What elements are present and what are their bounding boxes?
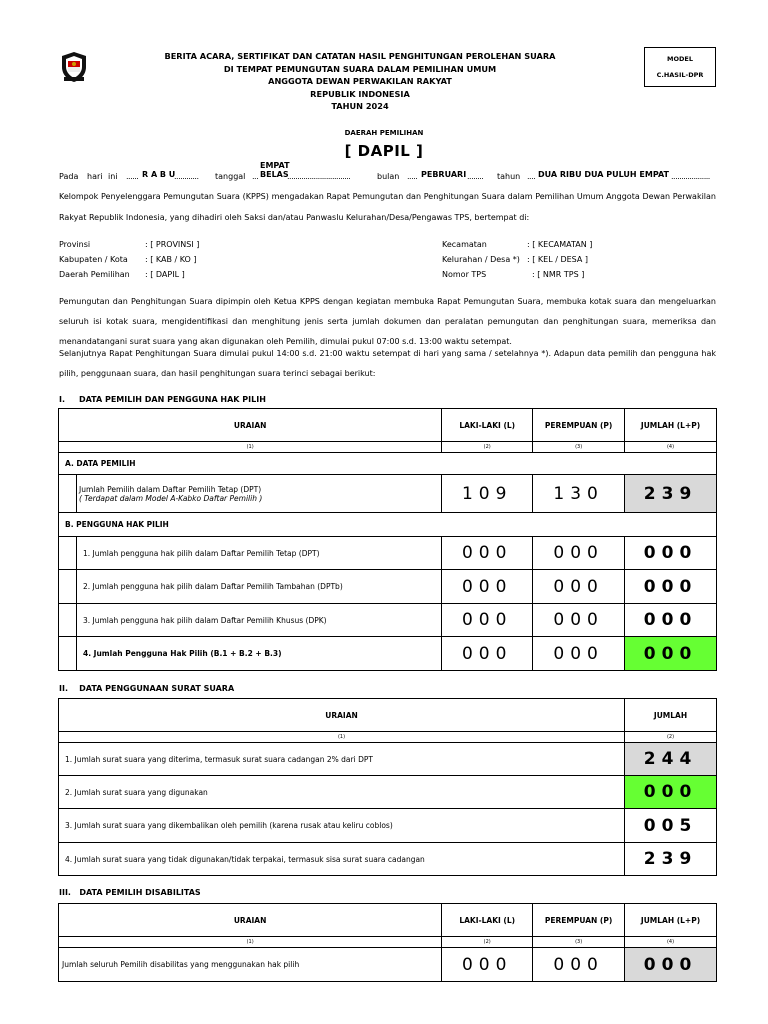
s2-num-1: (1) <box>59 732 625 743</box>
s3-header-uraian: URAIAN <box>59 904 442 937</box>
day-dots-pre: ...... <box>126 172 139 181</box>
kpu-logo-icon <box>60 51 88 83</box>
dapil-value: [ DAPIL ] <box>344 142 424 160</box>
s1-a-label: Jumlah Pemilih dalam Daftar Pemilih Tetap (DPT) <box>79 484 262 494</box>
s1-b3-p: 000 <box>533 604 625 637</box>
header-line-2: DI TEMPAT PEMUNGUTAN SUARA DALAM PEMILIHAN UMUM <box>223 63 497 74</box>
s1-b2-l: 000 <box>442 570 533 604</box>
location-info <box>59 240 716 285</box>
s2-header-jumlah: JUMLAH <box>625 699 717 732</box>
s3-num-1: (1) <box>59 937 442 948</box>
s1-category-a: A. DATA PEMILIH <box>59 453 717 475</box>
table-row <box>59 843 717 876</box>
kabko-label: Kabupaten / Kota <box>59 255 128 264</box>
year-value: DUA RIBU DUA PULUH EMPAT <box>538 170 669 179</box>
kecamatan-label: Kecamatan <box>442 240 487 249</box>
provinsi-value: : [ PROVINSI ] <box>145 240 200 249</box>
table-row <box>59 948 717 982</box>
s2-row4-label: 4. Jumlah surat suara yang tidak digunakan/tidak terpakai, termasuk sisa surat suara cadangan <box>59 843 625 876</box>
model-code: C.HASIL-DPR <box>656 71 704 79</box>
day-value: R A B U <box>142 170 176 179</box>
s1-a-l: 109 <box>442 475 533 513</box>
section-1-table <box>58 408 717 671</box>
date-bulan: bulan <box>377 172 400 181</box>
date-hari: hari <box>87 172 103 181</box>
model-label: MODEL <box>667 55 693 63</box>
s2-row3-label: 3. Jumlah surat suara yang dikembalikan oleh pemilih (karena rusak atau keliru coblos) <box>59 809 625 843</box>
date-value-top: EMPAT <box>260 161 290 170</box>
bln-dots-post: ........ <box>467 172 484 181</box>
section-1-title: I. DATA PEMILIH DAN PENGGUNA HAK PILIH <box>59 395 266 404</box>
s1-category-b: B. PENGGUNA HAK PILIH <box>59 513 717 537</box>
s1-b1-p: 000 <box>533 537 625 570</box>
tgl-dots-post: ............................... <box>287 172 351 181</box>
header-line-3: ANGGOTA DEWAN PERWAKILAN RAKYAT <box>268 76 452 86</box>
s2-row4-value: 239 <box>625 843 717 876</box>
s3-row-label: Jumlah seluruh Pemilih disabilitas yang menggunakan hak pilih <box>59 948 442 982</box>
s1-a-sublabel: ( Terdapat dalam Model A-Kabko Daftar Pemilih ) <box>79 493 263 503</box>
table-row <box>59 604 717 637</box>
day-dots-post: ............ <box>174 172 199 181</box>
s1-b3-l: 000 <box>442 604 533 637</box>
bln-dots-pre: ..... <box>407 172 418 181</box>
s1-b4-l: 000 <box>442 637 533 671</box>
kelurahan-value: : [ KEL / DESA ] <box>527 255 589 264</box>
body-paragraph-1: Pemungutan dan Penghitungan Suara dipimpin oleh Ketua KPPS dengan kegiatan membuka Rapat Pemungutan Suara, membuka kotak suara dan mengeluarkan seluruh isi kotak suara, mengidentifikasi dan menghitung jenis serta jumlah dokumen dan peralatan pemungutan dan penghitungan suara, memeriksa dan menandatangani surat suara yang akan digunakan oleh Pemilih, dimulai pukul 07:00 s.d. 13:00 waktu setempat. <box>59 297 716 346</box>
s2-header-uraian: URAIAN <box>59 699 625 732</box>
s3-num-2: (2) <box>442 937 533 948</box>
dapil-label: DAERAH PEMILIHAN <box>344 129 424 137</box>
document-header <box>130 50 590 113</box>
s3-header-l: LAKI-LAKI (L) <box>442 904 533 937</box>
s3-row-l: 000 <box>442 948 533 982</box>
table-row <box>59 743 717 776</box>
thn-dots-post: ................... <box>671 172 710 181</box>
section-3-table <box>58 903 717 982</box>
s3-header-lp: JUMLAH (L+P) <box>625 904 717 937</box>
daerah-value: : [ DAPIL ] <box>145 270 185 279</box>
daerah-label: Daerah Pemilihan <box>59 270 130 279</box>
model-box <box>644 47 716 87</box>
intro-paragraph: Kelompok Penyelenggara Pemungutan Suara (KPPS) mengadakan Rapat Pemungutan dan Penghitungan Suara dalam Pemilihan Umum Anggota Dewan Perwakilan Rakyat Republik Indonesia, yang dihadiri oleh Saksi dan/atau Panwaslu Kelurahan/Desa/Pengawas TPS, bertempat di: <box>59 192 716 222</box>
s1-header-lp: JUMLAH (L+P) <box>625 409 717 442</box>
s3-row-p: 000 <box>533 948 625 982</box>
s1-header-l: LAKI-LAKI (L) <box>442 409 533 442</box>
s2-num-2: (2) <box>625 732 717 743</box>
table-row <box>59 809 717 843</box>
s1-header-p: PEREMPUAN (P) <box>533 409 625 442</box>
s3-row-lp: 000 <box>625 948 717 982</box>
section-2-table <box>58 698 717 876</box>
tgl-dots-pre: ... <box>252 172 259 181</box>
tps-value: : [ NMR TPS ] <box>532 270 585 279</box>
s2-row2-value: 000 <box>625 776 717 809</box>
s1-num-1: (1) <box>59 442 442 453</box>
s1-b1-lp: 000 <box>625 537 717 570</box>
s2-row2-label: 2. Jumlah surat suara yang digunakan <box>59 776 625 809</box>
table-row <box>59 776 717 809</box>
section-3-title: III. DATA PEMILIH DISABILITAS <box>59 888 201 897</box>
s1-b4-lp: 000 <box>625 637 717 671</box>
date-line <box>59 161 716 186</box>
s2-row1-label: 1. Jumlah surat suara yang diterima, termasuk surat suara cadangan 2% dari DPT <box>59 743 625 776</box>
thn-dots-pre: .... <box>527 172 536 181</box>
s3-num-4: (4) <box>625 937 717 948</box>
date-pada: Pada <box>59 172 79 181</box>
month-value: PEBRUARI <box>421 170 467 179</box>
s1-b3-lp: 000 <box>625 604 717 637</box>
s1-b2-p: 000 <box>533 570 625 604</box>
s1-a-p: 130 <box>533 475 625 513</box>
s1-b1-label: 1. Jumlah pengguna hak pilih dalam Daftar Pemilih Tetap (DPT) <box>83 548 320 558</box>
s1-b4-p: 000 <box>533 637 625 671</box>
table-row <box>59 475 717 513</box>
body-paragraph-2: Selanjutnya Rapat Penghitungan Suara dimulai pukul 14:00 s.d. 21:00 waktu setempat di hari yang sama / setelahnya *). Adapun data pemilih dan pengguna hak pilih, penggunaan suara, dan hasil penghitungan suara terinci sebagai berikut: <box>59 349 716 378</box>
s1-b3-label: 3. Jumlah pengguna hak pilih dalam Daftar Pemilih Khusus (DPK) <box>83 615 327 625</box>
header-line-5: TAHUN 2024 <box>331 101 389 111</box>
s1-b1-l: 000 <box>442 537 533 570</box>
header-line-1: BERITA ACARA, SERTIFIKAT DAN CATATAN HASIL PENGHITUNGAN PEROLEHAN SUARA <box>164 51 556 61</box>
provinsi-label: Provinsi <box>59 240 91 249</box>
s1-b4-label: 4. Jumlah Pengguna Hak Pilih (B.1 + B.2 + B.3) <box>83 649 282 658</box>
s2-row1-value: 244 <box>625 743 717 776</box>
s1-num-3: (3) <box>533 442 625 453</box>
date-tahun: tahun <box>497 172 521 181</box>
section-2-title: II. DATA PENGGUNAAN SURAT SUARA <box>59 684 235 693</box>
s1-header-uraian: URAIAN <box>59 409 442 442</box>
s1-b2-label: 2. Jumlah pengguna hak pilih dalam Daftar Pemilih Tambahan (DPTb) <box>83 582 343 591</box>
date-value: BELAS <box>260 170 289 179</box>
kelurahan-label: Kelurahan / Desa *) <box>442 255 520 264</box>
date-ini: ini <box>108 172 118 181</box>
table-row <box>59 637 717 671</box>
table-row <box>59 570 717 604</box>
s3-num-3: (3) <box>533 937 625 948</box>
date-tanggal: tanggal <box>215 172 246 181</box>
tps-label: Nomor TPS <box>442 270 487 279</box>
s2-row3-value: 005 <box>625 809 717 843</box>
kabko-value: : [ KAB / KO ] <box>145 255 197 264</box>
s1-num-4: (4) <box>625 442 717 453</box>
s1-a-lp: 239 <box>625 475 717 513</box>
table-row <box>59 537 717 570</box>
kecamatan-value: : [ KECAMATAN ] <box>527 240 593 249</box>
s3-header-p: PEREMPUAN (P) <box>533 904 625 937</box>
header-line-4: REPUBLIK INDONESIA <box>310 88 410 99</box>
s1-num-2: (2) <box>442 442 533 453</box>
s1-b2-lp: 000 <box>625 570 717 604</box>
